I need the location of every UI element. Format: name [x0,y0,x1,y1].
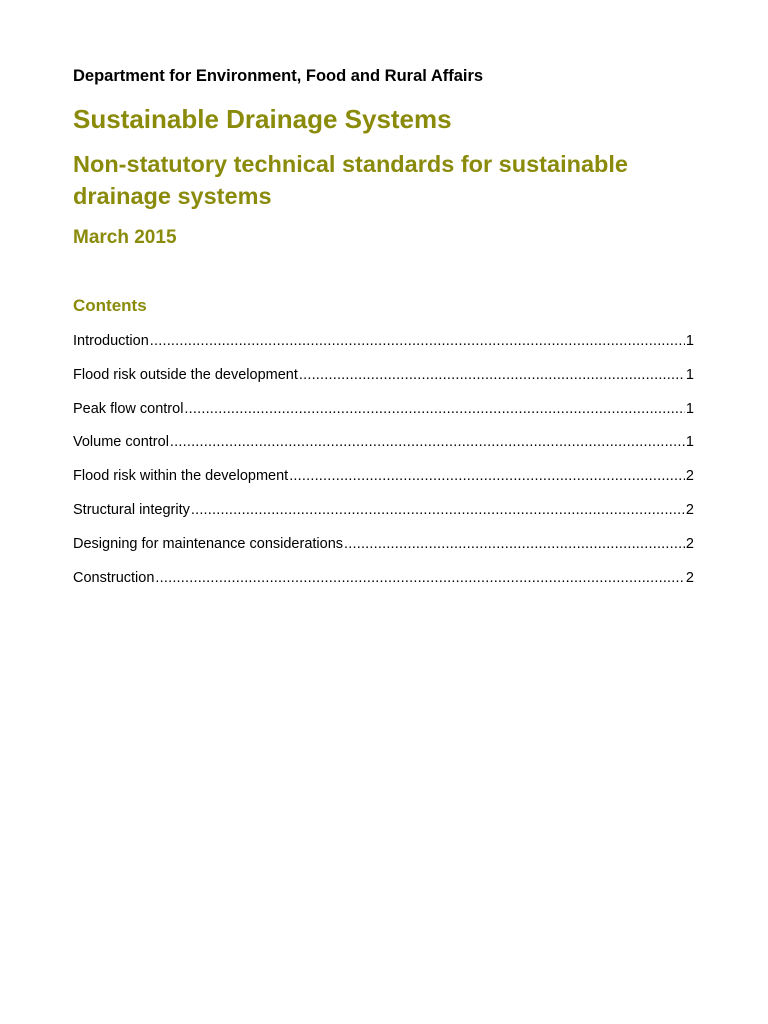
toc-entry-label: Designing for maintenance considerations [73,535,344,552]
toc-entry[interactable] [73,432,694,466]
toc-entry-label: Volume control [73,434,169,451]
toc-entry[interactable] [73,568,694,602]
toc-entry[interactable] [73,331,694,365]
toc-dot-leader [170,432,685,452]
toc-entry[interactable] [73,365,694,399]
contents-heading: Contents [73,296,147,315]
toc-entry-label: Structural integrity [73,501,190,518]
toc-entry[interactable] [73,466,694,500]
toc-entry[interactable] [73,534,694,568]
toc-entry[interactable] [73,500,694,534]
toc-entry-label: Flood risk within the development [73,468,289,485]
table-of-contents [73,331,694,601]
toc-entry[interactable] [73,399,694,433]
document-title: Sustainable Drainage Systems [73,104,452,134]
toc-entry-label: Introduction [73,333,149,349]
publication-date: March 2015 [73,227,177,248]
toc-dot-leader [289,466,685,486]
toc-page-number: 1 [685,434,694,451]
toc-dot-leader [155,568,685,588]
department-name: Department for Environment, Food and Rural Affairs [73,67,484,85]
toc-page-number: 1 [685,333,694,349]
toc-dot-leader [150,331,685,351]
toc-dot-leader [191,500,685,520]
toc-entry-label: Construction [73,569,155,586]
toc-page-number: 1 [685,400,694,417]
toc-dot-leader [184,399,685,419]
toc-entry-label: Peak flow control [73,400,184,417]
document-subtitle: Non-statutory technical standards for sustainable drainage systems [73,151,628,209]
toc-page-number: 2 [685,569,694,586]
toc-page-number: 1 [685,366,694,383]
toc-page-number: 2 [685,468,694,485]
toc-page-number: 2 [685,501,694,518]
toc-page-number: 2 [685,535,694,552]
toc-entry-label: Flood risk outside the development [73,366,298,383]
toc-dot-leader [344,534,685,554]
toc-dot-leader [299,365,685,385]
